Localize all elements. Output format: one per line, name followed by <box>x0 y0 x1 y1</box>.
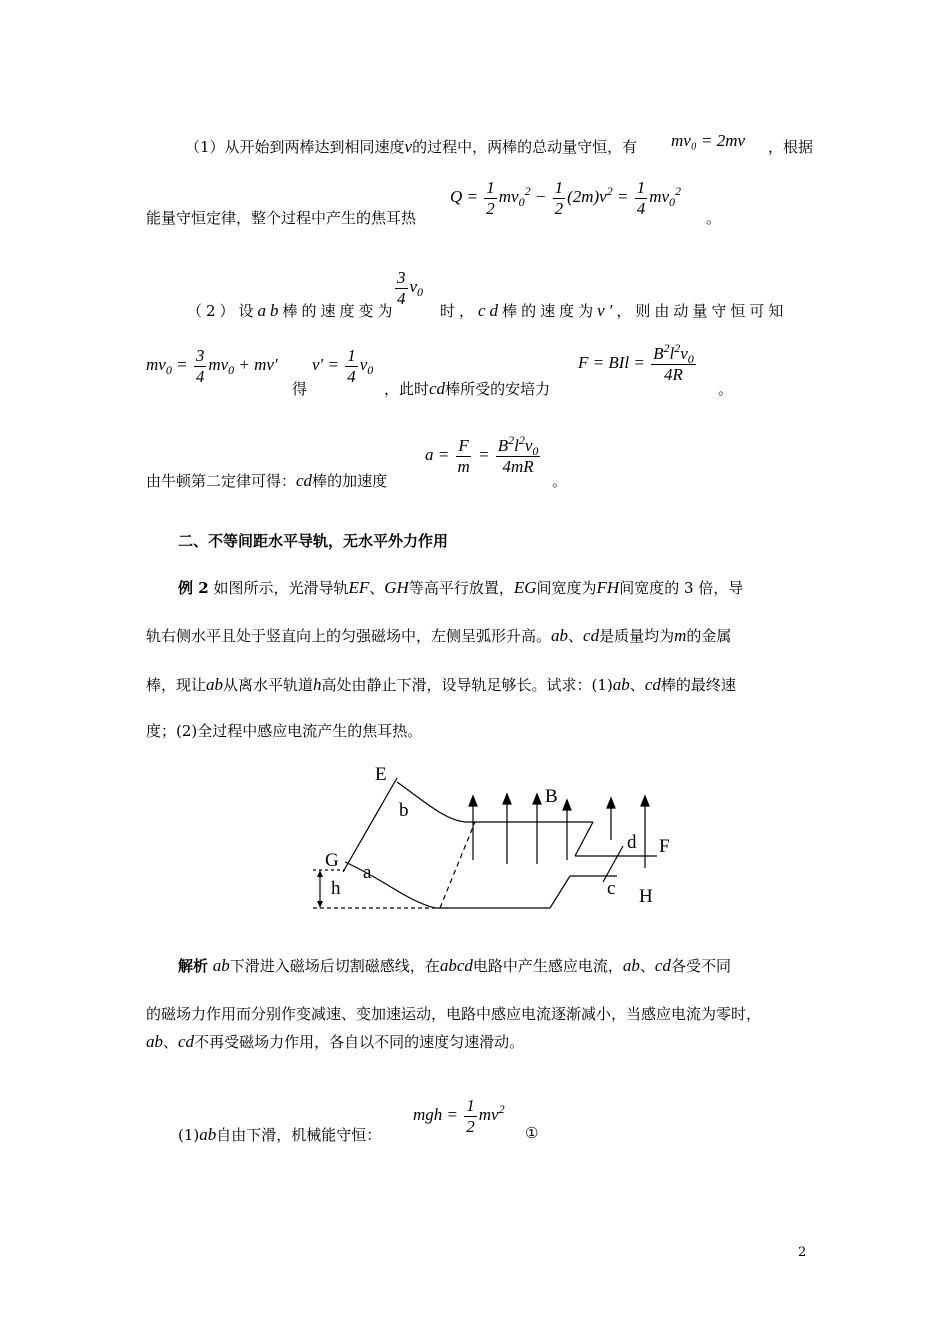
rail-diagram <box>305 760 685 920</box>
eq-ampere-force: F = BIl = $\frac{B^2l^2v_0}{4R}$ <box>578 341 694 384</box>
lower-rail-curve <box>345 862 435 908</box>
rod-ab <box>343 778 397 872</box>
field-arrows <box>469 794 649 868</box>
example-line3: 棒，现让ab从离水平轨道h高处由静止下滑，设导轨足够长。试求：(1)ab、cd棒的最终速 <box>146 675 736 694</box>
label-F: F <box>659 836 670 857</box>
eq-heat: Q = $\frac{1}{2}$ $mv_0^2$ − $\frac{1}{2}$ $(2m)v^2$ = $\frac{1}{4}$ $mv_0^2$ <box>450 178 682 218</box>
p2-line1b: 时，cd棒的速度为v′，则由动量守恒可知 <box>440 301 788 320</box>
example-line4: 度；(2)全过程中感应电流产生的焦耳热。 <box>146 722 423 740</box>
p1-line1-end: ，根据 <box>768 138 814 156</box>
label-d: d <box>627 832 637 853</box>
label-a: a <box>363 862 372 883</box>
page-number: 2 <box>798 1245 807 1260</box>
p2-end: 。 <box>718 380 734 398</box>
label-h: h <box>331 878 341 899</box>
label-H: H <box>639 886 653 907</box>
eq-energy: mgh = $\frac{1}{2}$ $mv^2$ <box>413 1096 505 1136</box>
eq-momentum: mv₀ = 2mv <box>671 131 746 150</box>
label-c: c <box>607 878 616 899</box>
p1-end: 。 <box>706 209 722 227</box>
eq-momentum-2: $mv_0$ = $\frac{3}{4}$ $mv_0 + mv'$ <box>146 346 278 386</box>
field-boundary <box>440 822 475 908</box>
p3-end: 。 <box>552 472 568 490</box>
eq-three-quarter-v0: $\frac{3}{4}$ $v_0$ <box>397 268 424 308</box>
p1-line2: 能量守恒定律，整个过程中产生的焦耳热 <box>146 209 417 227</box>
p2-line1a: （2）设ab棒的速度变为 <box>187 301 397 320</box>
example-line2: 轨右侧水平且处于竖直向上的匀强磁场中，左侧呈弧形升高。ab、cd是质量均为m的金属 <box>146 626 732 645</box>
label-b: b <box>399 800 409 821</box>
p2-de: 得 <box>292 380 308 398</box>
upper-rail-step <box>575 822 593 856</box>
section-heading: 二、不等间距水平导轨，无水平外力作用 <box>178 532 449 550</box>
eq-acceleration: a = $\frac{F}{m}$ = $\frac{B^2l^2v_0}{4mR}$ <box>425 433 539 476</box>
var-v: v <box>404 137 413 156</box>
p1-line1: （1）从开始到两棒达到相同速度v的过程中，两棒的总动量守恒，有 <box>185 137 638 156</box>
solution-line2: 的磁场力作用而分别作变减速、变加速运动，电路中感应电流逐渐减小，当感应电流为零时， <box>146 1005 762 1023</box>
lower-rail-step <box>550 876 570 908</box>
s1-line: (1)ab自由下滑，机械能守恒： <box>178 1125 382 1144</box>
s1-mark: ① <box>525 1124 539 1142</box>
label-G: G <box>325 850 339 871</box>
solution-line3: ab、cd不再受磁场力作用，各自以不同的速度匀速滑动。 <box>146 1032 525 1051</box>
p3-line: 由牛顿第二定律可得：cd棒的加速度 <box>146 471 388 490</box>
label-E: E <box>375 764 387 785</box>
eq-v-prime: v′ = $\frac{1}{4}$ $v_0$ <box>312 346 374 386</box>
label-B: B <box>545 786 558 807</box>
example-line1: 例 2 如图所示，光滑导轨EF、GH等高平行放置，EG间宽度为FH间宽度的 3 倍，导 <box>178 578 744 597</box>
solution-line1: 解析 ab下滑进入磁场后切割磁感线，在abcd电路中产生感应电流，ab、cd各受不同 <box>178 956 731 975</box>
p2-line2: ，此时cd棒所受的安培力 <box>384 379 551 398</box>
